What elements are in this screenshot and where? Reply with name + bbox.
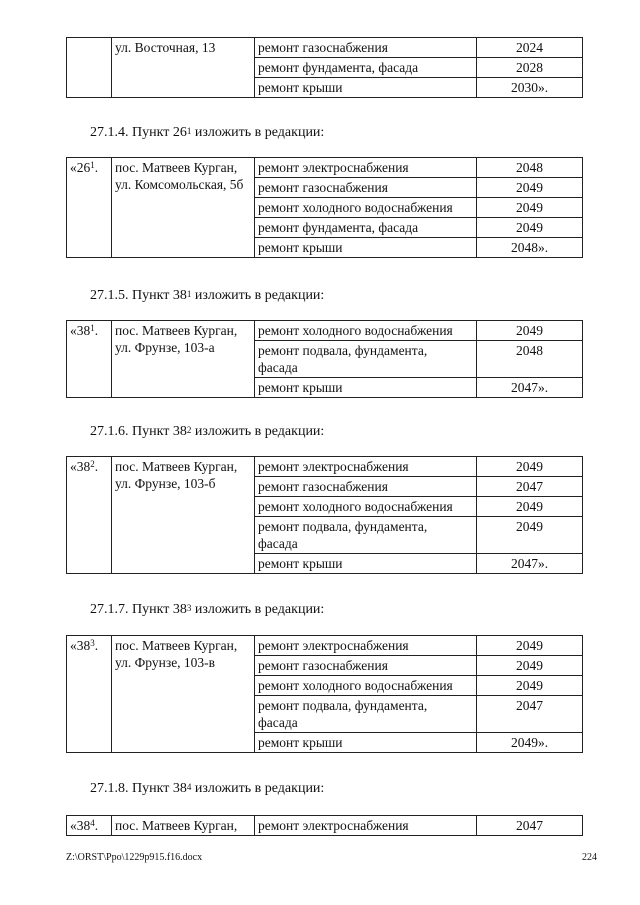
item-number: «38 (70, 459, 91, 474)
address-cell (112, 636, 255, 753)
work-type-line: фасада (258, 536, 298, 551)
work-type-line: ремонт подвала, фундамента, (258, 343, 428, 358)
address-cell (112, 321, 255, 398)
work-type-line: ремонт подвала, фундамента, (258, 519, 428, 534)
item-number-superscript: 1 (90, 323, 95, 333)
year-cell: 2047 (477, 816, 583, 836)
address-cell (112, 457, 255, 574)
address-cell (112, 816, 255, 836)
work-type-cell (255, 38, 477, 58)
section-heading-27-1-5: 27.1.5. Пункт $38^1$ изложить в редакции: (90, 288, 325, 303)
year-cell: 2048 (477, 158, 583, 178)
address-line: пос. Матвеев Курган, (115, 160, 238, 175)
year-cell: 2049». (477, 733, 583, 753)
year-cell: 2049 (477, 676, 583, 696)
work-type-cell (255, 517, 477, 554)
work-type-line: ремонт электроснабжения (258, 459, 409, 474)
work-type-line: ремонт крыши (258, 556, 343, 571)
year-cell: 2049 (477, 497, 583, 517)
work-type-line: ремонт подвала, фундамента, (258, 698, 428, 713)
work-type-line: ремонт холодного водоснабжения (258, 678, 453, 693)
footer-file-path: Z:\ORST\Ppo\1229p915.f16.docx (66, 852, 203, 863)
table-row (67, 816, 583, 836)
item-number-tail: . (94, 638, 99, 653)
work-type-cell (255, 656, 477, 676)
work-type-cell (255, 378, 477, 398)
work-type-line: ремонт газоснабжения (258, 40, 388, 55)
work-type-cell (255, 554, 477, 574)
works-table-continuation (66, 37, 583, 98)
work-type-line: фасада (258, 360, 298, 375)
item-number-tail: . (94, 160, 99, 175)
work-type-line: ремонт электроснабжения (258, 638, 409, 653)
works-table-38-4 (66, 815, 583, 836)
item-number-tail: . (94, 459, 99, 474)
table-row (67, 636, 583, 656)
item-number-cell (67, 457, 112, 574)
address-line: пос. Матвеев Курган, (115, 323, 238, 338)
works-table-38-1 (66, 320, 583, 398)
work-type-line: фасада (258, 715, 298, 730)
year-cell: 2047 (477, 696, 583, 733)
address-cell (112, 38, 255, 98)
works-table-38-2 (66, 456, 583, 574)
item-number-superscript: 2 (90, 459, 95, 469)
address-line: ул. Фрунзе, 103-в (115, 655, 216, 670)
address-line: пос. Матвеев Курган, (115, 638, 238, 653)
work-type-cell (255, 198, 477, 218)
table-row (67, 457, 583, 477)
year-cell: 2049 (477, 178, 583, 198)
work-type-cell (255, 321, 477, 341)
year-cell: 2047». (477, 378, 583, 398)
work-type-cell (255, 477, 477, 497)
year-cell: 2048 (477, 341, 583, 378)
work-type-cell (255, 178, 477, 198)
work-type-cell (255, 218, 477, 238)
year-cell: 2047». (477, 554, 583, 574)
address-line: ул. Восточная, 13 (115, 40, 216, 55)
item-number: «38 (70, 323, 91, 338)
work-type-cell (255, 341, 477, 378)
item-number: «26 (70, 160, 91, 175)
work-type-cell (255, 457, 477, 477)
work-type-line: ремонт фундамента, фасада (258, 220, 419, 235)
address-line: пос. Матвеев Курган, (115, 818, 238, 833)
table-row (67, 38, 583, 58)
work-type-line: ремонт холодного водоснабжения (258, 323, 453, 338)
item-number-cell (67, 816, 112, 836)
item-number-cell (67, 321, 112, 398)
work-type-line: ремонт электроснабжения (258, 160, 409, 175)
section-heading-27-1-8: 27.1.8. Пункт $38^4$ изложить в редакции: (90, 781, 325, 796)
year-cell: 2049 (477, 517, 583, 554)
address-line: ул. Фрунзе, 103-а (115, 340, 215, 355)
item-number-cell (67, 38, 112, 98)
work-type-line: ремонт газоснабжения (258, 658, 388, 673)
section-heading-27-1-6: 27.1.6. Пункт $38^2$ изложить в редакции: (90, 424, 325, 439)
item-number-superscript: 3 (90, 638, 95, 648)
work-type-cell (255, 58, 477, 78)
item-number-superscript: 1 (90, 160, 95, 170)
year-cell: 2049 (477, 218, 583, 238)
year-cell: 2049 (477, 636, 583, 656)
work-type-cell (255, 696, 477, 733)
work-type-line: ремонт крыши (258, 240, 343, 255)
works-table-38-3 (66, 635, 583, 753)
section-heading-27-1-7: 27.1.7. Пункт $38^3$ изложить в редакции: (90, 602, 325, 617)
item-number-tail: . (94, 818, 99, 833)
year-cell: 2048». (477, 238, 583, 258)
work-type-cell (255, 733, 477, 753)
address-line: ул. Фрунзе, 103-б (115, 476, 216, 491)
work-type-line: ремонт крыши (258, 735, 343, 750)
works-table-26-1 (66, 157, 583, 258)
year-cell: 2030». (477, 78, 583, 98)
year-cell: 2047 (477, 477, 583, 497)
work-type-cell (255, 816, 477, 836)
work-type-cell (255, 78, 477, 98)
year-cell: 2024 (477, 38, 583, 58)
table-row (67, 321, 583, 341)
work-type-cell (255, 238, 477, 258)
address-cell (112, 158, 255, 258)
work-type-line: ремонт холодного водоснабжения (258, 499, 453, 514)
item-number-cell (67, 636, 112, 753)
item-number-superscript: 4 (90, 818, 95, 828)
work-type-line: ремонт холодного водоснабжения (258, 200, 453, 215)
item-number-cell (67, 158, 112, 258)
table-row (67, 158, 583, 178)
year-cell: 2049 (477, 656, 583, 676)
section-heading-27-1-4: 27.1.4. Пункт $26^1$ изложить в редакции: (90, 125, 325, 140)
work-type-line: ремонт газоснабжения (258, 180, 388, 195)
work-type-line: ремонт крыши (258, 80, 343, 95)
item-number-tail: . (94, 323, 99, 338)
address-line: пос. Матвеев Курган, (115, 459, 238, 474)
work-type-cell (255, 676, 477, 696)
work-type-line: ремонт газоснабжения (258, 479, 388, 494)
work-type-line: ремонт электроснабжения (258, 818, 409, 833)
address-line: ул. Комсомольская, 5б (115, 177, 244, 192)
work-type-cell (255, 497, 477, 517)
item-number: «38 (70, 818, 91, 833)
year-cell: 2049 (477, 457, 583, 477)
work-type-cell (255, 158, 477, 178)
work-type-cell (255, 636, 477, 656)
item-number: «38 (70, 638, 91, 653)
year-cell: 2028 (477, 58, 583, 78)
year-cell: 2049 (477, 321, 583, 341)
work-type-line: ремонт фундамента, фасада (258, 60, 419, 75)
footer-page-number: 224 (582, 852, 597, 863)
year-cell: 2049 (477, 198, 583, 218)
work-type-line: ремонт крыши (258, 380, 343, 395)
